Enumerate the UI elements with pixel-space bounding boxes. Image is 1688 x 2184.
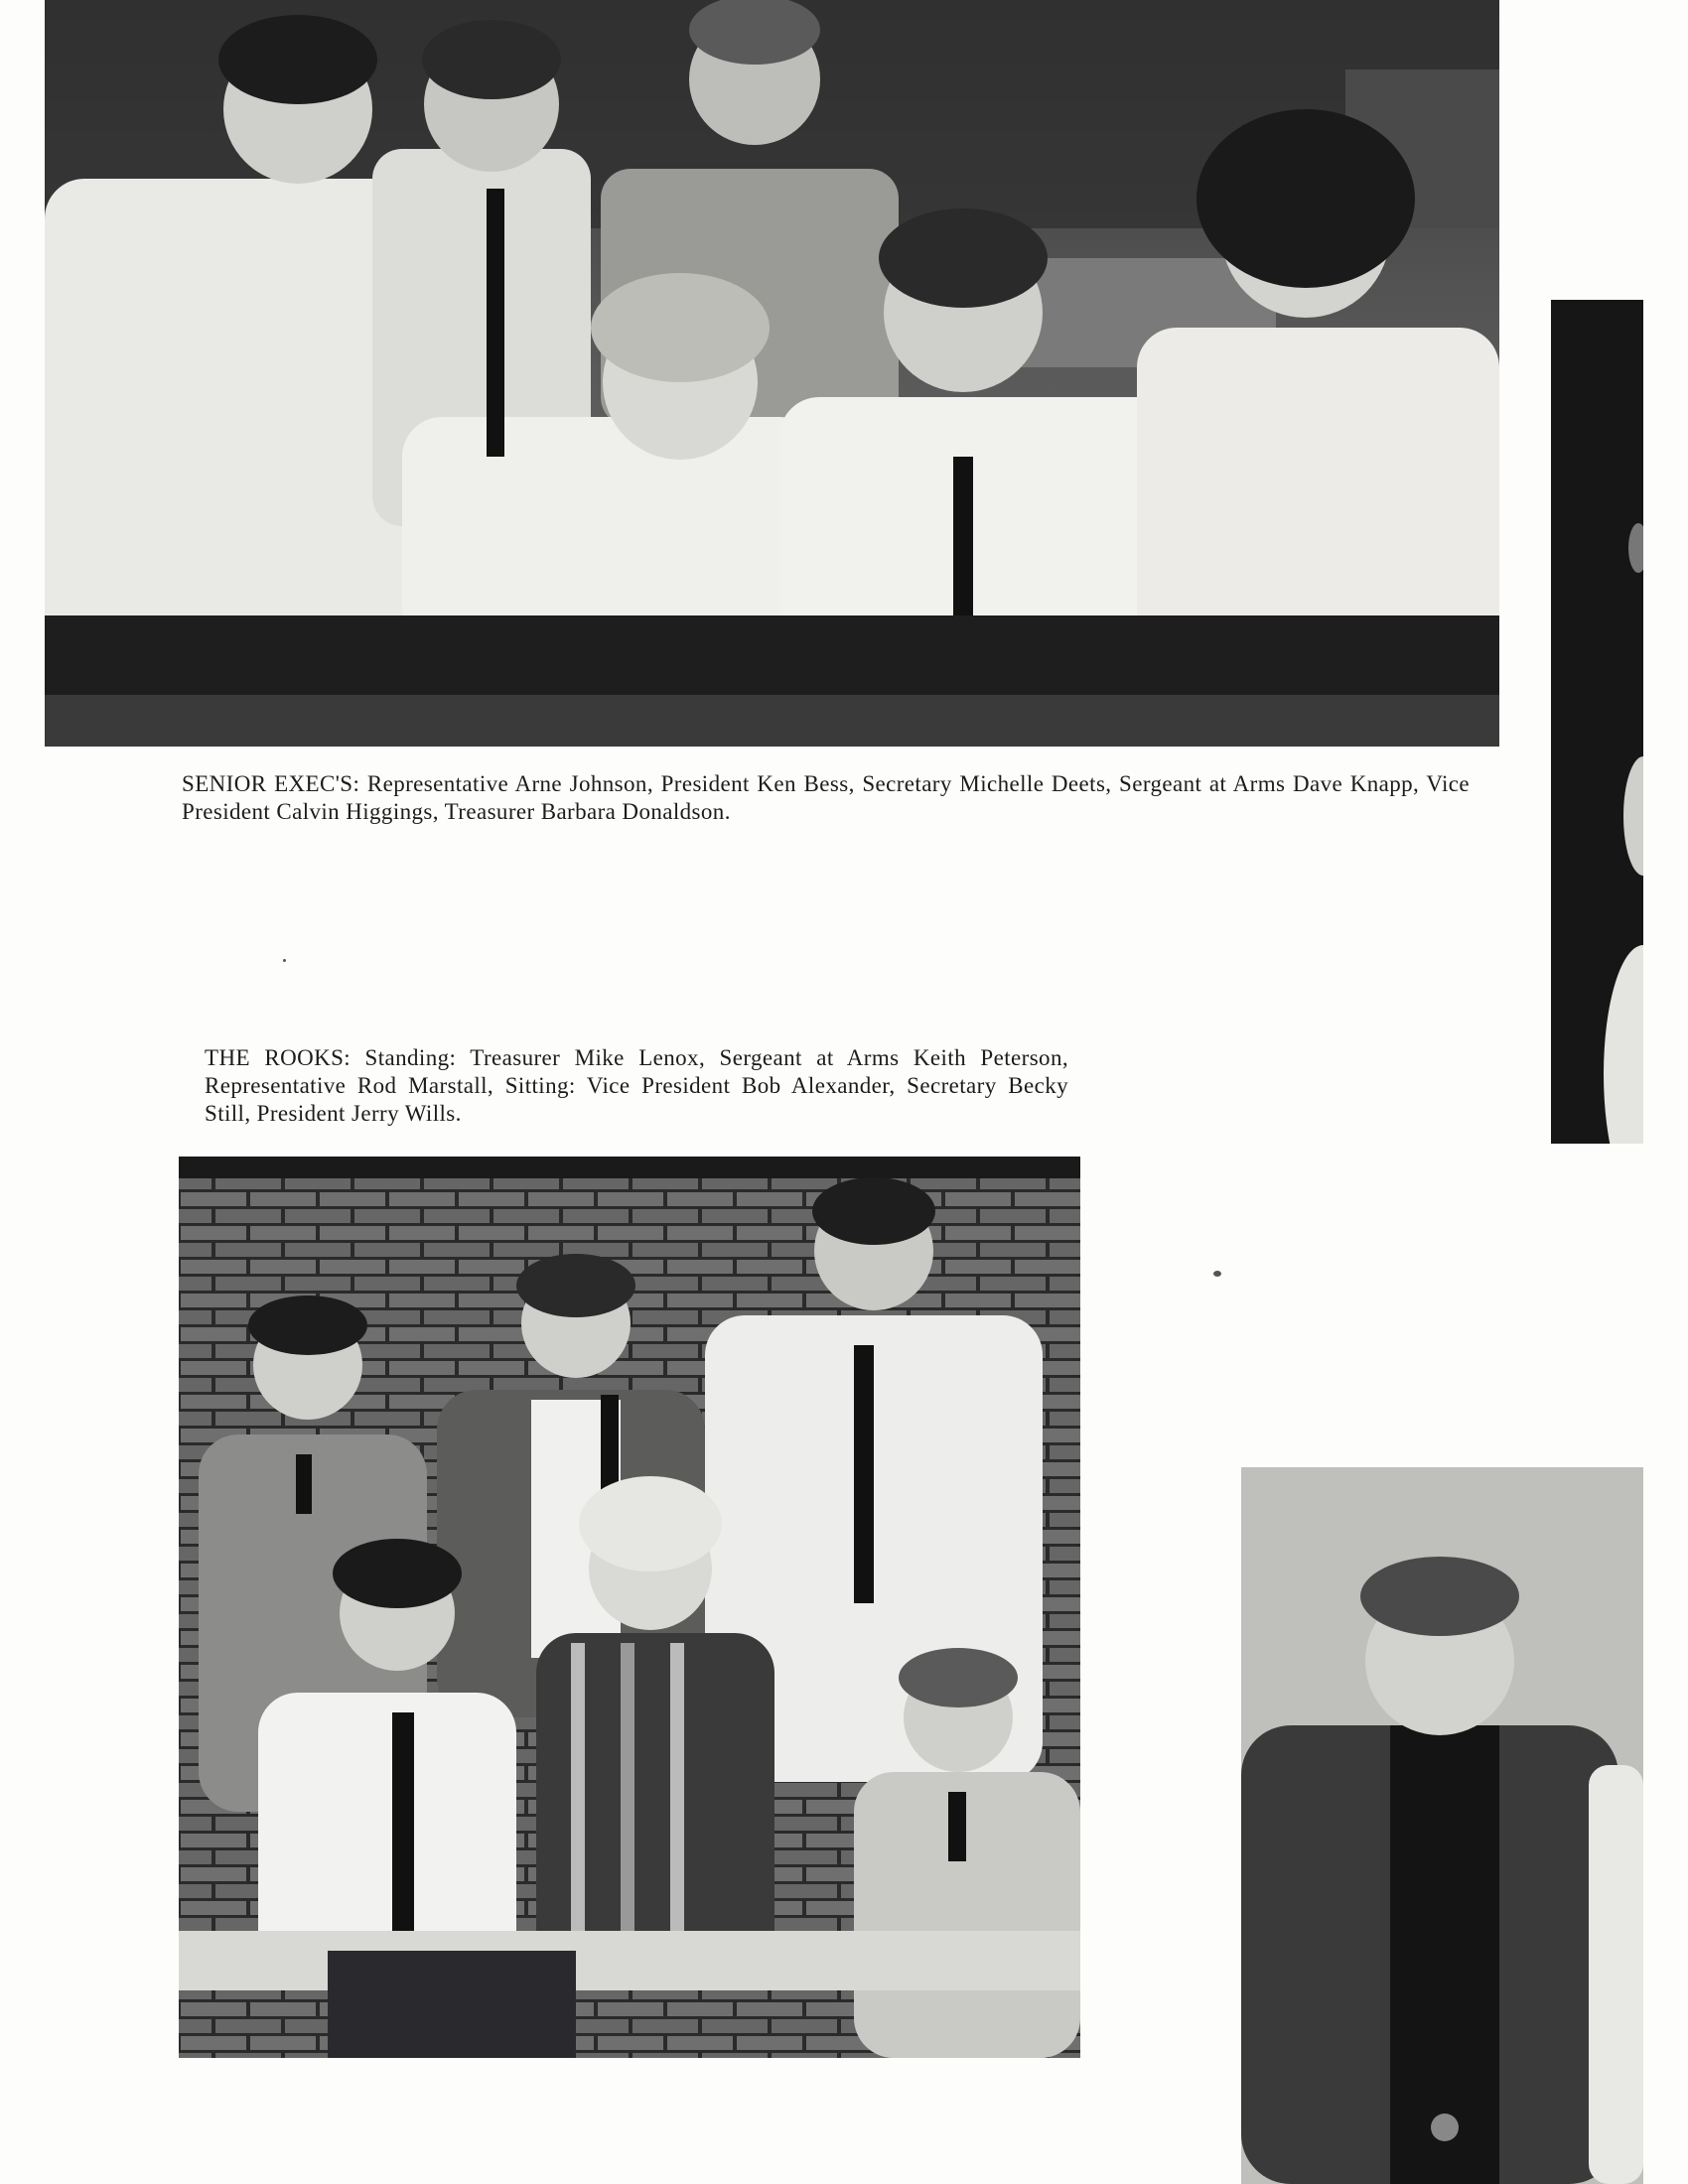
rooks-photo <box>179 1157 1080 2058</box>
partial-photo-right-top <box>1551 300 1643 1144</box>
partial-photo-right-bottom <box>1241 1467 1643 2184</box>
senior-execs-caption: SENIOR EXEC'S: Representative Arne Johnson, President Ken Bess, Secretary Michelle Deets, Sergeant at Arms Dave Knapp, Vice President Calvin Higgings, Treasurer Barbara Donaldson. <box>182 771 1470 824</box>
senior-execs-photo <box>45 0 1499 747</box>
rooks-caption: THE ROOKS: Standing: Treasurer Mike Lenox, Sergeant at Arms Keith Peterson, Representative Rod Marstall, Sitting: Vice President Bob Alexander, Secretary Becky Still, President Jerry Wills. <box>205 1045 1068 1126</box>
dust-speck <box>1213 1271 1221 1277</box>
dust-speck <box>283 959 286 962</box>
